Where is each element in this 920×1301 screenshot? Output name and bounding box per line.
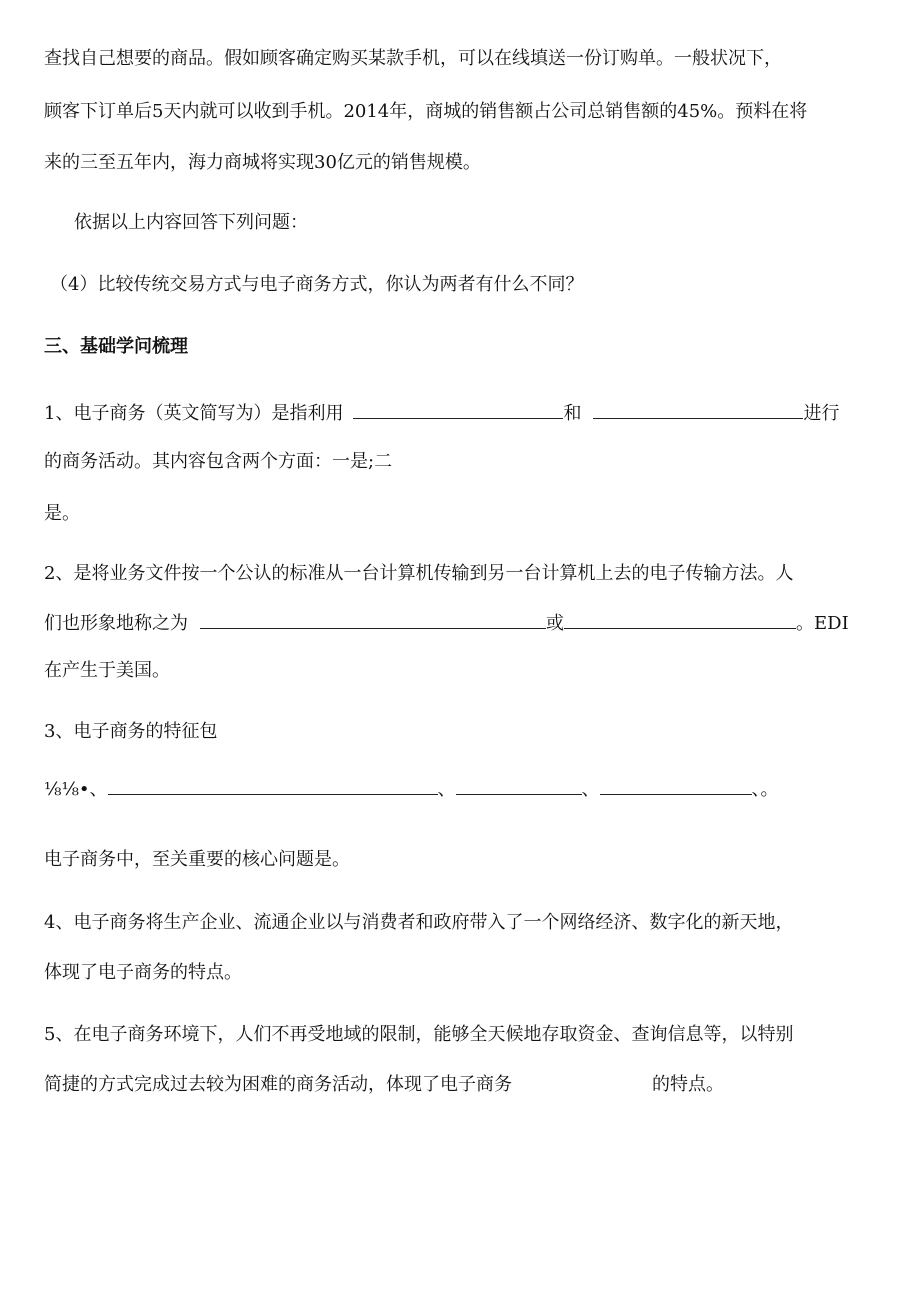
- item-3-sep-2: 、: [581, 779, 600, 800]
- item-5-line-2: [44, 1074, 724, 1096]
- item-4-line-1: 4、电子商务将生产企业、流通企业以与消费者和政府带入了一个网络经济、数字化的新天地，: [44, 912, 794, 933]
- item-1-line-3: 是。: [44, 503, 80, 524]
- item-5-line-1: 5、在电子商务环境下，人们不再受地域的限制，能够全天候地存取资金、查询信息等，以特别: [44, 1024, 794, 1045]
- item-2-blank-2: [564, 610, 796, 629]
- item-5-lead: 简捷的方式完成过去较为困难的商务活动，体现了电子商务: [44, 1074, 512, 1095]
- item-5-tail: 的特点。: [652, 1074, 724, 1095]
- item-2-or: 或: [546, 613, 564, 634]
- intro-line-1: 查找自己想要的商品。假如顾客确定购买某款手机，可以在线填送一份订购单。一般状况下，: [44, 48, 782, 69]
- section-title: 三、基础学问梳理: [44, 336, 188, 357]
- item-3-blank-3: [600, 776, 752, 795]
- answer-prompt: 依据以上内容回答下列问题：: [74, 212, 308, 233]
- question-4: （4）比较传统交易方式与电子商务方式，你认为两者有什么不同？: [50, 274, 584, 295]
- item-2-line-3: 在产生于美国。: [44, 660, 170, 681]
- item-1-line-2: 的商务活动。其内容包含两个方面：一是;二: [44, 451, 393, 472]
- item-4-line-2: 体现了电子商务的特点。: [44, 962, 242, 983]
- item-1-tail: 进行: [803, 403, 840, 424]
- item-1-blank-1: [353, 400, 563, 419]
- item-2-blank-1: [200, 610, 546, 629]
- item-3-end: 、。: [751, 779, 779, 800]
- item-3-core-issue: 电子商务中，至关重要的核心问题是。: [44, 849, 350, 870]
- item-3-line-1: 3、电子商务的特征包: [44, 721, 218, 742]
- item-2-line-1: 2、是将业务文件按一个公认的标准从一台计算机传输到另一台计算机上去的电子传输方法。人: [44, 563, 794, 584]
- item-3-blank-2: [456, 776, 582, 795]
- item-1-line-1: [44, 400, 839, 425]
- item-2-line-2: [44, 610, 849, 635]
- intro-line-3: 来的三至五年内，海力商城将实现30亿元的销售规模。: [44, 152, 481, 173]
- item-3-sep-1: 、: [437, 779, 456, 800]
- item-3-prefix: ⅛⅛•、: [44, 779, 108, 800]
- item-2-tail: 。EDI: [796, 613, 849, 634]
- item-2-lead: 们也形象地称之为: [44, 613, 188, 634]
- intro-line-2: 顾客下订单后5天内就可以收到手机。2014年，商城的销售额占公司总销售额的45%。预料在将: [44, 101, 808, 122]
- item-1-and: 和: [563, 403, 582, 424]
- item-1-blank-2: [593, 400, 803, 419]
- item-1-lead: 1、电子商务（英文简写为）是指利用: [44, 403, 344, 424]
- item-3-blank-1: [108, 776, 438, 795]
- item-3-blanks-line: [44, 776, 779, 801]
